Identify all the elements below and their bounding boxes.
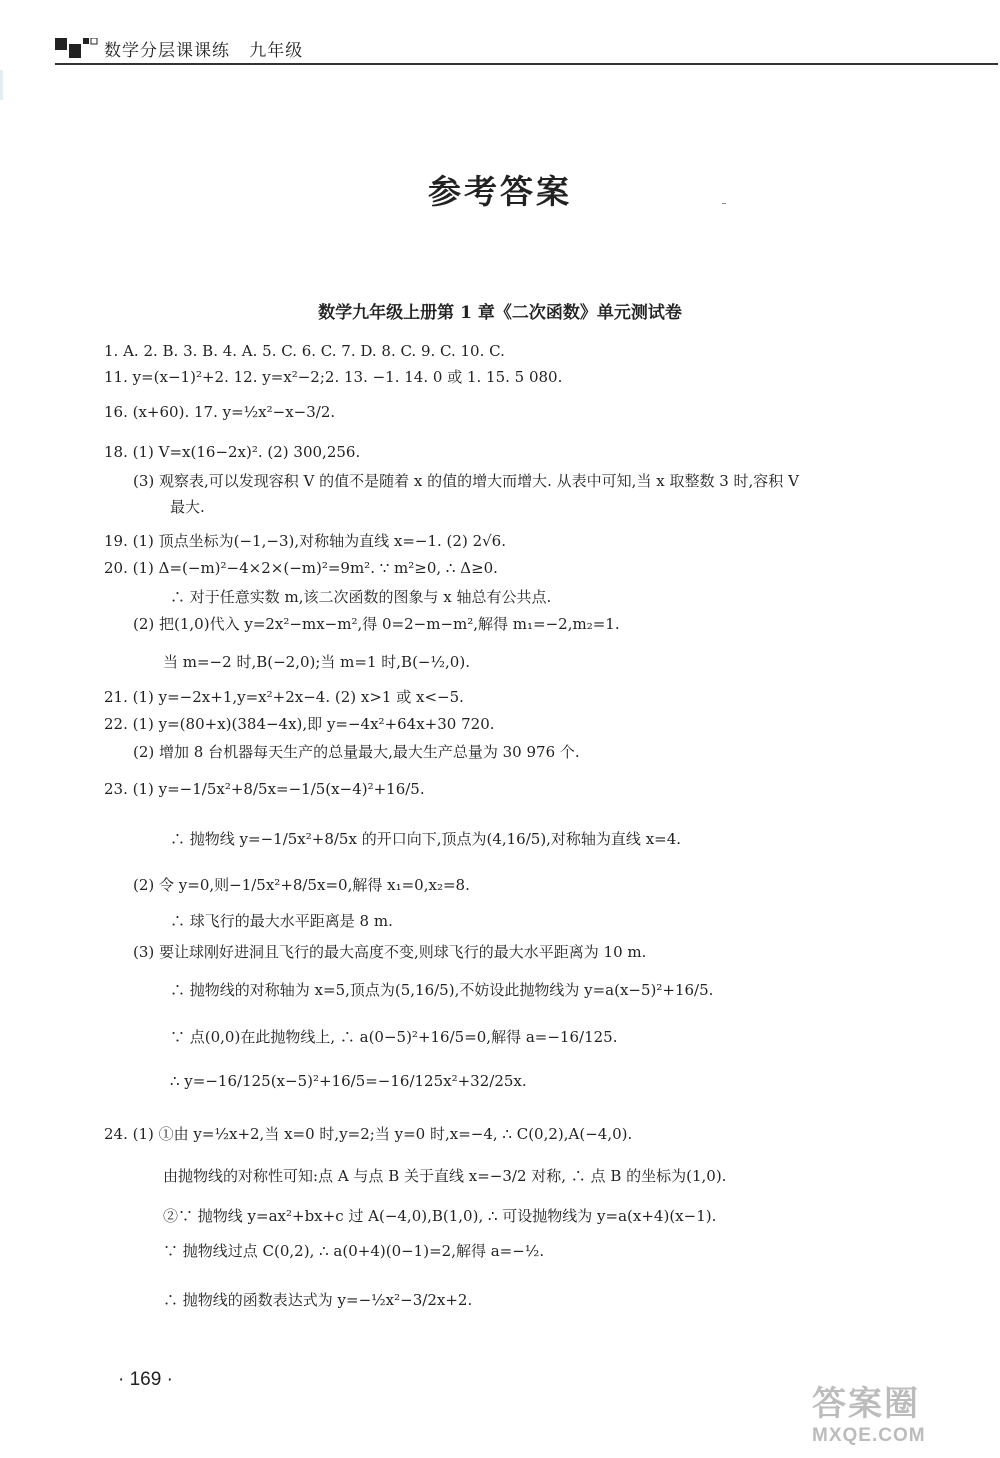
answer-line-5: (3) 观察表,可以发现容积 V 的值不是随着 x 的值的增大而增大. 从表中可知,当 x 取整数 3 时,容积 V [133, 472, 799, 490]
answer-line-27: ∴ 抛物线的函数表达式为 y=−½x²−3/2x+2. [163, 1291, 473, 1309]
answer-line-6: 最大. [170, 498, 205, 516]
watermark [812, 1376, 992, 1446]
answer-line-3: 16. (x+60). 17. y=½x²−x−3/2. [104, 403, 336, 421]
answer-line-14: (2) 增加 8 台机器每天生产的总量最大,最大生产总量为 30 976 个. [133, 743, 580, 761]
answer-line-12: 21. (1) y=−2x+1,y=x²+2x−4. (2) x>1 或 x<−5. [104, 688, 464, 706]
answer-line-1: 1. A. 2. B. 3. B. 4. A. 5. C. 6. C. 7. D. 8. C. 9. C. 10. C. [104, 342, 505, 360]
grade-label: 九年级 [249, 41, 304, 61]
answer-line-9: ∴ 对于任意实数 m,该二次函数的图象与 x 轴总有公共点. [170, 588, 552, 606]
answer-line-24: 由抛物线的对称性可知:点 A 与点 B 关于直线 x=−3/2 对称, ∴ 点 B 的坐标为(1,0). [163, 1167, 727, 1185]
logo-icon [55, 38, 99, 60]
page-title: 参考答案 [428, 172, 572, 211]
section-title: 数学九年级上册第 1 章《二次函数》单元测试卷 [318, 303, 682, 323]
watermark-url: MXQE.COM [812, 1425, 926, 1446]
answer-line-17: (2) 令 y=0,则−1/5x²+8/5x=0,解得 x₁=0,x₂=8. [133, 876, 470, 894]
left-edge-mark [0, 70, 3, 100]
answer-line-11: 当 m=−2 时,B(−2,0);当 m=1 时,B(−½,0). [163, 653, 470, 671]
watermark-logo-text: 答案圈 [812, 1385, 920, 1423]
answer-line-21: ∵ 点(0,0)在此抛物线上, ∴ a(0−5)²+16/5=0,解得 a=−16/125. [170, 1028, 618, 1046]
answer-line-4: 18. (1) V=x(16−2x)². (2) 300,256. [104, 443, 361, 461]
page-number: · 169 · [118, 1369, 173, 1390]
answer-line-2: 11. y=(x−1)²+2. 12. y=x²−2;2. 13. −1. 14. 0 或 1. 15. 5 080. [104, 368, 563, 386]
book-title: 数学分层课课练 [104, 41, 230, 61]
answer-line-8: 20. (1) Δ=(−m)²−4×2×(−m)²=9m². ∵ m²≥0, ∴ Δ≥0. [104, 559, 498, 577]
answer-line-23: 24. (1) ①由 y=½x+2,当 x=0 时,y=2;当 y=0 时,x=−4, ∴ C(0,2),A(−4,0). [104, 1125, 633, 1143]
answer-line-10: (2) 把(1,0)代入 y=2x²−mx−m²,得 0=2−m−m²,解得 m₁=−2,m₂=1. [133, 615, 620, 633]
header-rule [55, 63, 998, 65]
stray-mark [722, 203, 726, 204]
answer-line-18: ∴ 球飞行的最大水平距离是 8 m. [170, 912, 393, 930]
answer-line-13: 22. (1) y=(80+x)(384−4x),即 y=−4x²+64x+30 720. [104, 715, 495, 733]
answer-line-19: (3) 要让球刚好进洞且飞行的最大高度不变,则球飞行的最大水平距离为 10 m. [133, 943, 647, 961]
answer-line-26: ∵ 抛物线过点 C(0,2), ∴ a(0+4)(0−1)=2,解得 a=−½. [163, 1242, 545, 1260]
answer-line-20: ∴ 抛物线的对称轴为 x=5,顶点为(5,16/5),不妨设此抛物线为 y=a(x−5)²+16/5. [170, 981, 714, 999]
running-header [104, 36, 303, 61]
answer-line-25: ②∵ 抛物线 y=ax²+bx+c 过 A(−4,0),B(1,0), ∴ 可设抛物线为 y=a(x+4)(x−1). [163, 1207, 717, 1225]
answer-line-7: 19. (1) 顶点坐标为(−1,−3),对称轴为直线 x=−1. (2) 2√6. [104, 532, 506, 550]
answer-line-16: ∴ 抛物线 y=−1/5x²+8/5x 的开口向下,顶点为(4,16/5),对称轴为直线 x=4. [170, 830, 682, 848]
answer-line-15: 23. (1) y=−1/5x²+8/5x=−1/5(x−4)²+16/5. [104, 780, 425, 798]
answer-line-22: ∴ y=−16/125(x−5)²+16/5=−16/125x²+32/25x. [170, 1072, 527, 1090]
